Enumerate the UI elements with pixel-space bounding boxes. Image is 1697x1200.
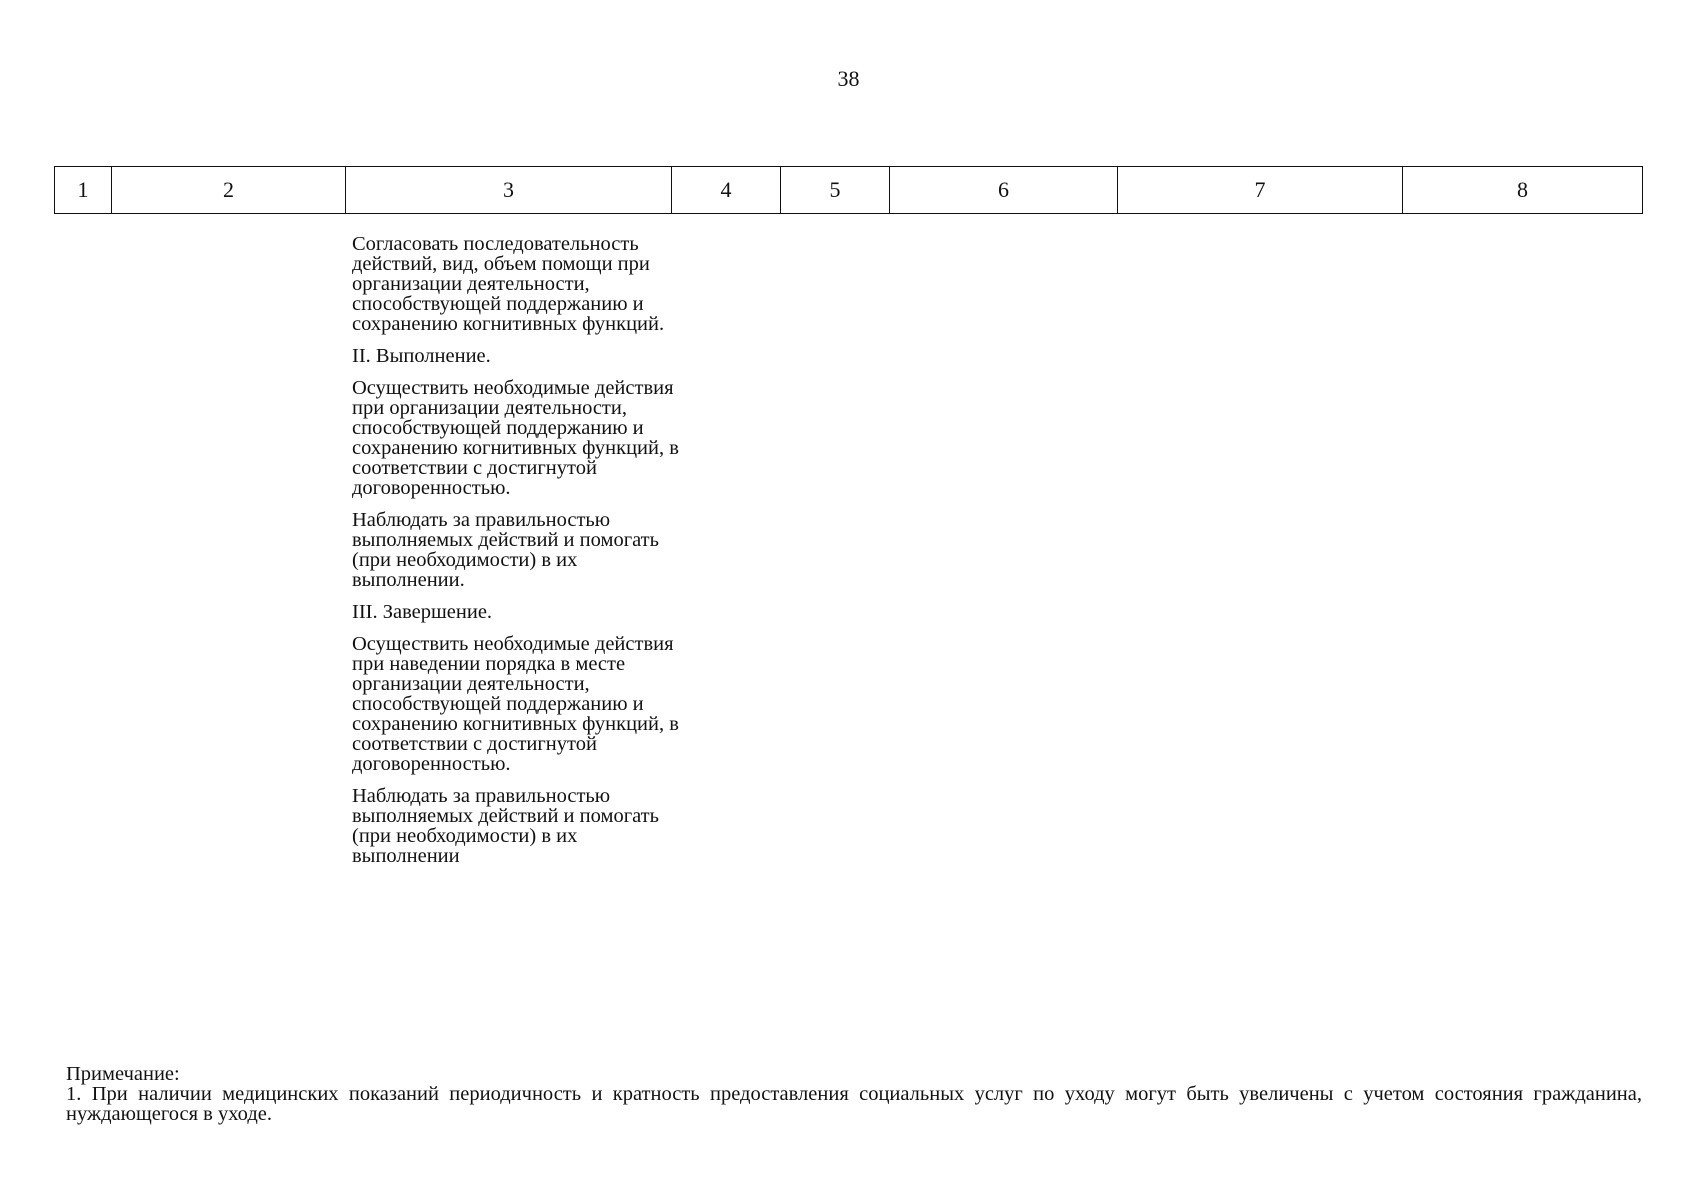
table-header [54, 166, 1643, 214]
step-paragraph: Осуществить необходимые действия при организации деятельности, способствующей поддержанию и сохранению когнитивных функций, в соответствии с достигнутой договоренностью. [352, 377, 679, 499]
table-header-row [55, 167, 1643, 214]
column-number-2: 2 [112, 167, 346, 214]
section-heading: II. Выполнение. [352, 345, 491, 367]
column-number-7: 7 [1118, 167, 1403, 214]
step-paragraph: Согласовать последовательность действий, вид, объем помощи при организации деятельности, способствующей поддержанию и сохранению когнитивных функций. [352, 233, 665, 335]
note-item: 1. При наличии медицинских показаний периодичность и кратность предоставления социальных услуг по уходу могут быть увеличены с учетом состояния гражданина, нуждающегося в уходе. [66, 1083, 1642, 1125]
step-paragraph: Наблюдать за правильностью выполняемых действий и помогать (при необходимости) в их выполнении. [352, 509, 659, 591]
step-paragraph: Наблюдать за правильностью выполняемых действий и помогать (при необходимости) в их выполнении [352, 785, 659, 867]
column-number-8: 8 [1403, 167, 1643, 214]
section-heading: III. Завершение. [352, 601, 493, 623]
column-number-1: 1 [55, 167, 112, 214]
column-number-4: 4 [672, 167, 781, 214]
column3-content [352, 234, 682, 878]
page-number: 38 [837, 66, 860, 91]
column-number-5: 5 [781, 167, 890, 214]
step-paragraph: Осуществить необходимые действия при наведении порядка в месте организации деятельности, способствующей поддержанию и сохранению когнитивных функций, в соответствии с достигнутой договоренностью. [352, 633, 679, 775]
column-number-6: 6 [890, 167, 1118, 214]
note-block [66, 1064, 1642, 1124]
column-number-3: 3 [346, 167, 672, 214]
note-title: Примечание: [66, 1063, 180, 1085]
